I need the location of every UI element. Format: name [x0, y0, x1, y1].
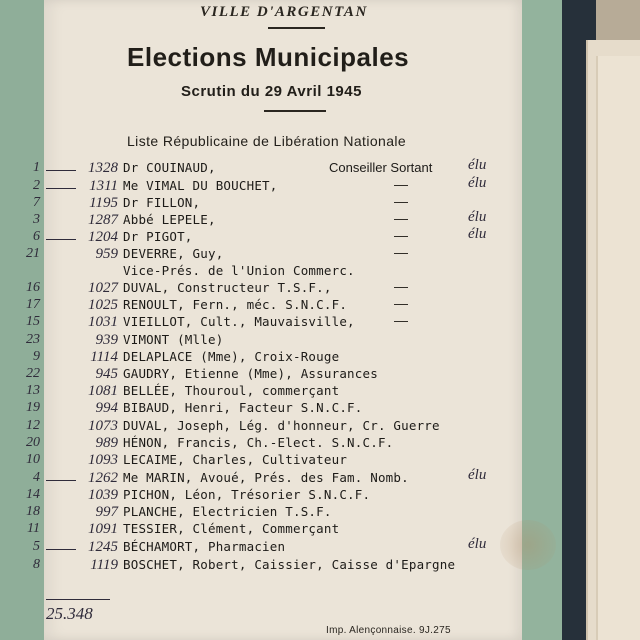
candidate-note: Conseiller Sortant	[329, 160, 433, 175]
candidate-name: DELAPLACE (Mme), Croix-Rouge	[123, 349, 340, 364]
candidate-row	[0, 521, 520, 538]
handwritten-votes: 1195	[89, 195, 118, 211]
candidate-name: HÉNON, Francis, Ch.-Elect. S.N.C.F.	[123, 435, 394, 450]
candidate-row	[0, 226, 520, 246]
handwritten-index: 3	[33, 212, 40, 227]
handwritten-votes: 945	[95, 366, 118, 382]
handwritten-index: 7	[33, 195, 40, 210]
handwritten-votes: 1073	[88, 418, 118, 434]
candidate-name: LECAIME, Charles, Cultivateur	[123, 452, 348, 467]
candidate-row	[0, 400, 520, 417]
candidate-name: Dr PIGOT,	[123, 229, 193, 244]
handwritten-index: 11	[27, 521, 40, 536]
handwritten-votes: 1328	[88, 160, 118, 176]
handwritten-index: 14	[26, 487, 40, 502]
pen-leader-line	[46, 239, 76, 240]
candidate-name: DEVERRE, Guy,	[123, 246, 224, 261]
candidate-name: Me MARIN, Avoué, Prés. des Fam. Nomb.	[123, 470, 409, 485]
candidate-name: Dr COUINAUD,	[123, 160, 216, 175]
handwritten-votes: 989	[95, 435, 118, 451]
candidate-row	[0, 263, 520, 280]
candidate-row	[0, 157, 520, 177]
candidate-row	[0, 536, 520, 556]
elected-mark: élu	[468, 226, 487, 242]
elected-mark: élu	[468, 467, 487, 483]
handwritten-index: 1	[33, 160, 40, 175]
handwritten-votes: 997	[95, 504, 118, 520]
ditto-dash: —	[394, 227, 408, 243]
candidate-name: BOSCHET, Robert, Caissier, Caisse d'Epargne	[123, 557, 456, 572]
list-name: Liste Républicaine de Libération Nationale	[127, 133, 407, 149]
candidate-row	[0, 349, 520, 366]
candidate-row	[0, 557, 520, 574]
candidate-name: DUVAL, Constructeur T.S.F.,	[123, 280, 332, 295]
candidate-row	[0, 195, 520, 212]
vote-total: 25.348	[46, 604, 93, 623]
candidate-name: TESSIER, Clément, Commerçant	[123, 521, 340, 536]
candidate-name: PICHON, Léon, Trésorier S.N.C.F.	[123, 487, 371, 502]
ditto-dash: —	[394, 278, 408, 294]
handwritten-index: 8	[33, 557, 40, 572]
handwritten-index: 18	[26, 504, 40, 519]
candidate-name: GAUDRY, Etienne (Mme), Assurances	[123, 366, 378, 381]
heading-rule	[268, 27, 325, 29]
candidate-name: Abbé LEPELE,	[123, 212, 216, 227]
handwritten-votes: 1025	[88, 297, 118, 313]
subtitle-rule	[264, 110, 326, 112]
candidate-name: VIEILLOT, Cult., Mauvaisville,	[123, 314, 355, 329]
ditto-dash: —	[394, 210, 408, 226]
pen-leader-line	[46, 170, 76, 171]
ditto-dash: —	[394, 244, 408, 260]
handwritten-index: 12	[26, 418, 40, 433]
candidate-name: VIMONT (Mlle)	[123, 332, 224, 347]
handwritten-votes: 1262	[88, 470, 118, 486]
handwritten-votes: 1039	[88, 487, 118, 503]
handwritten-votes: 939	[95, 332, 118, 348]
handwritten-votes: 1245	[88, 539, 118, 555]
handwritten-index: 19	[26, 400, 40, 415]
printer-imprint: Imp. Alençonnaise. 9J.275	[326, 625, 451, 636]
handwritten-index: 10	[26, 452, 40, 467]
candidate-row	[0, 467, 520, 487]
handwritten-votes: 1093	[88, 452, 118, 468]
elected-mark: élu	[468, 536, 487, 552]
handwritten-votes: 1114	[90, 349, 118, 365]
candidate-name: Vice-Prés. de l'Union Commerc.	[123, 263, 355, 278]
ditto-dash: —	[394, 193, 408, 209]
candidate-row	[0, 209, 520, 229]
candidate-row	[0, 175, 520, 195]
handwritten-index: 9	[33, 349, 40, 364]
stacked-cards	[586, 40, 640, 640]
handwritten-index: 13	[26, 383, 40, 398]
candidate-row	[0, 246, 520, 263]
candidate-row	[0, 366, 520, 383]
handwritten-votes: 1081	[88, 383, 118, 399]
handwritten-index: 20	[26, 435, 40, 450]
candidate-row	[0, 332, 520, 349]
handwritten-votes: 994	[95, 400, 118, 416]
handwritten-votes: 1027	[88, 280, 118, 296]
elected-mark: élu	[468, 175, 487, 191]
candidate-row	[0, 314, 520, 331]
handwritten-index: 5	[33, 539, 40, 554]
candidate-name: BÉCHAMORT, Pharmacien	[123, 539, 286, 554]
candidate-name: BELLÉE, Thouroul, commerçant	[123, 383, 340, 398]
candidate-name: DUVAL, Joseph, Lég. d'honneur, Cr. Guerre	[123, 418, 440, 433]
handwritten-index: 4	[33, 470, 40, 485]
handwritten-votes: 1119	[90, 557, 118, 573]
subtitle: Scrutin du 29 Avril 1945	[181, 83, 362, 100]
handwritten-index: 23	[26, 332, 40, 347]
ditto-dash: —	[394, 312, 408, 328]
candidate-row	[0, 452, 520, 469]
candidate-row	[0, 504, 520, 521]
pen-leader-line	[46, 480, 76, 481]
handwritten-index: 2	[33, 178, 40, 193]
total-rule	[46, 599, 110, 600]
elected-mark: élu	[468, 157, 487, 173]
candidate-row	[0, 487, 520, 504]
town-heading: VILLE D'ARGENTAN	[200, 4, 368, 20]
pen-leader-line	[46, 549, 76, 550]
handwritten-votes: 1031	[88, 314, 118, 330]
handwritten-index: 15	[26, 314, 40, 329]
candidate-row	[0, 418, 520, 435]
ditto-dash: —	[394, 295, 408, 311]
handwritten-votes: 1311	[89, 178, 118, 194]
handwritten-index: 22	[26, 366, 40, 381]
candidate-row	[0, 280, 520, 297]
pen-leader-line	[46, 188, 76, 189]
handwritten-index: 17	[26, 297, 40, 312]
candidate-name: BIBAUD, Henri, Facteur S.N.C.F.	[123, 400, 363, 415]
handwritten-votes: 1287	[88, 212, 118, 228]
page-title: Elections Municipales	[127, 42, 410, 72]
handwritten-index: 16	[26, 280, 40, 295]
candidate-name: RENOULT, Fern., méc. S.N.C.F.	[123, 297, 348, 312]
candidate-name: Dr FILLON,	[123, 195, 201, 210]
candidate-name: PLANCHE, Electricien T.S.F.	[123, 504, 332, 519]
stacked-card-inner	[596, 56, 640, 640]
ditto-dash: —	[394, 176, 408, 192]
candidate-name: Me VIMAL DU BOUCHET,	[123, 178, 278, 193]
candidate-row	[0, 435, 520, 452]
handwritten-index: 6	[33, 229, 40, 244]
handwritten-index: 21	[26, 246, 40, 261]
handwritten-votes: 1204	[88, 229, 118, 245]
candidate-row	[0, 297, 520, 314]
elected-mark: élu	[468, 209, 487, 225]
handwritten-votes: 1091	[88, 521, 118, 537]
handwritten-votes: 959	[95, 246, 118, 262]
candidate-row	[0, 383, 520, 400]
